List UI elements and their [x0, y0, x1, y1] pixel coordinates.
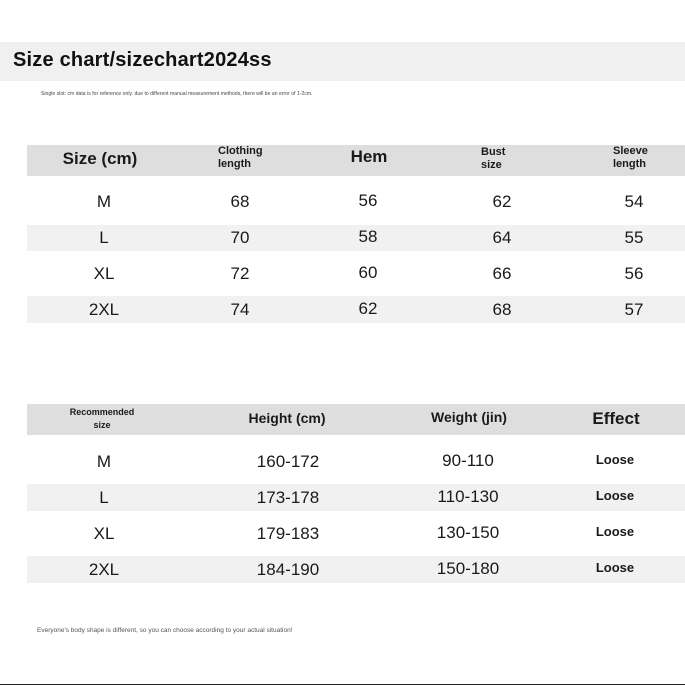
recommendation-table-cell: Loose	[595, 560, 635, 575]
recommendation-table-row-band	[27, 556, 685, 583]
recommendation-table-cell: 150-180	[436, 559, 500, 578]
recommendation-table-cell: L	[99, 488, 109, 507]
size-table-row-band	[27, 296, 685, 323]
recommendation-table-cell: Loose	[595, 452, 635, 467]
recommendation-table-header-size: Recommended size	[69, 407, 135, 430]
recommendation-table-cell: M	[96, 452, 112, 471]
size-table-cell: 62	[492, 192, 512, 211]
size-table-cell: M	[96, 192, 112, 211]
recommendation-table-cell: 173-178	[256, 488, 320, 507]
recommendation-table-cell: 130-150	[436, 523, 500, 542]
recommendation-table-cell: 110-130	[437, 487, 499, 506]
size-table-cell: 74	[230, 300, 250, 319]
size-table-cell: L	[99, 228, 109, 247]
size-table-cell: XL	[93, 264, 115, 283]
size-table-cell: 55	[624, 228, 644, 247]
recommendation-table-row-band	[27, 484, 685, 511]
size-table-cell: 64	[492, 228, 512, 247]
size-table-header-sleeve: Sleeve length	[613, 145, 648, 170]
recommendation-table-cell: XL	[93, 524, 115, 543]
recommendation-table-cell: 160-172	[256, 452, 320, 471]
size-table-cell: 72	[230, 264, 250, 283]
recommendation-table-cell: 179-183	[256, 524, 320, 543]
size-table-cell: 2XL	[88, 300, 120, 319]
recommendation-table-header-height: Height (cm)	[248, 410, 326, 426]
size-table-cell: 54	[624, 192, 644, 211]
size-table-cell: 62	[358, 299, 378, 318]
size-table-cell: 58	[358, 227, 378, 246]
size-table-cell: 66	[492, 264, 512, 283]
size-table-cell: 70	[230, 228, 250, 247]
size-table-cell: 56	[624, 264, 644, 283]
size-table-header-size: Size (cm)	[62, 149, 138, 168]
recommendation-table-cell: Loose	[595, 488, 635, 503]
size-table-header-hem: Hem	[350, 147, 388, 166]
size-table-row-band	[27, 225, 685, 251]
size-table-header-clothing-length: Clothing length	[218, 145, 263, 170]
recommendation-table-header-effect: Effect	[592, 409, 640, 428]
footer-note: Everyone's body shape is different, so you can choose according to your actual situation!	[37, 627, 293, 634]
recommendation-table-cell: 184-190	[256, 560, 320, 579]
page-title: Size chart/sizechart2024ss	[13, 49, 272, 71]
size-table-cell: 56	[358, 191, 378, 210]
size-table-cell: 60	[358, 263, 378, 282]
measurement-note: Single slot: cm data is for reference only. due to different manual measurement methods, there will be an error of 1-2cm.	[41, 91, 313, 97]
recommendation-table-cell: 2XL	[88, 560, 120, 579]
size-table-cell: 68	[230, 192, 250, 211]
size-table-header-bust: Bust size	[481, 146, 506, 171]
recommendation-table-cell: Loose	[595, 524, 635, 539]
recommendation-table-cell: 90-110	[442, 451, 494, 470]
size-table-cell: 68	[492, 300, 512, 319]
recommendation-table-header-weight: Weight (jin)	[431, 409, 507, 425]
size-table-cell: 57	[624, 300, 644, 319]
